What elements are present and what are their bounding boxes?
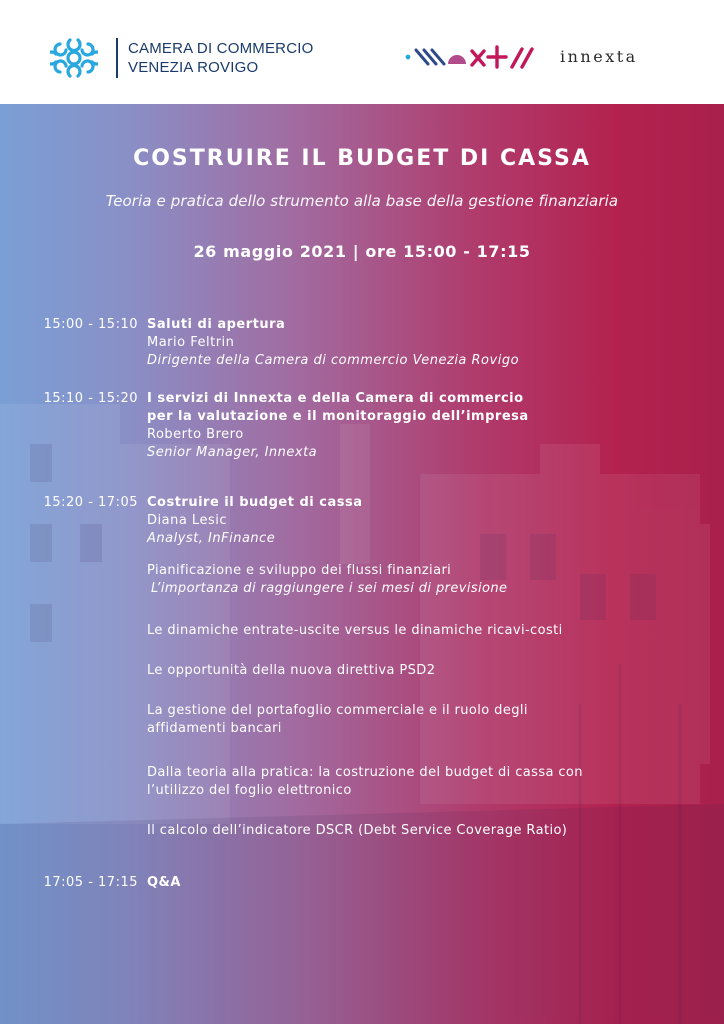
session-title-line1: I servizi di Innexta e della Camera di commercio (147, 391, 524, 406)
event-date: 26 maggio 2021 | ore 15:00 - 17:15 (193, 242, 531, 261)
topic-text-line1: Dalla teoria alla pratica: la costruzione del budget di cassa con (147, 765, 583, 780)
session-time: 17:05 - 17:15 (43, 875, 138, 890)
topic-item (147, 662, 707, 680)
session-body (147, 390, 707, 462)
session-body (147, 874, 707, 892)
topic-item (147, 622, 707, 640)
topic-text-line2: l’utilizzo del foglio elettronico (147, 783, 352, 798)
session-body (147, 316, 707, 370)
session-body (147, 494, 707, 548)
innexta-logo-mark-icon (404, 40, 554, 74)
header (0, 0, 724, 104)
session-title: Costruire il budget di cassa (147, 495, 363, 510)
session-time: 15:00 - 15:10 (43, 317, 138, 332)
topic-text-line2: affidamenti bancari (147, 721, 282, 736)
session-time: 15:10 - 15:20 (43, 391, 138, 406)
session-speaker-role: Dirigente della Camera di commercio Venezia Rovigo (147, 353, 520, 368)
topic-text: Il calcolo dell’indicatore DSCR (Debt Service Coverage Ratio) (147, 823, 568, 838)
session-time: 15:20 - 17:05 (43, 495, 138, 510)
session-speaker-role: Analyst, InFinance (147, 531, 276, 546)
innexta-wordmark: innexta (560, 47, 638, 66)
topic-item (147, 562, 707, 598)
topic-item (147, 702, 707, 738)
event-subtitle: Teoria e pratica dello strumento alla base della gestione finanziaria (105, 192, 619, 210)
topic-subtext: L’importanza di raggiungere i sei mesi di previsione (151, 581, 508, 596)
session-speaker: Diana Lesic (147, 513, 227, 528)
camera-di-commercio-logo-icon (50, 34, 98, 82)
ccvr-name-line2: VENEZIA ROVIGO (128, 59, 259, 76)
topic-text: Le dinamiche entrate-uscite versus le dinamiche ricavi-costi (147, 623, 563, 638)
topic-item (147, 822, 707, 840)
topic-text-line1: La gestione del portafoglio commerciale e il ruolo degli (147, 703, 528, 718)
ccvr-name-line1: CAMERA DI COMMERCIO (128, 40, 314, 57)
event-title: COSTRUIRE IL BUDGET DI CASSA (133, 146, 591, 171)
camera-di-commercio-name (128, 39, 313, 77)
session-speaker-role: Senior Manager, Innexta (147, 445, 318, 460)
session-title-line2: per la valutazione e il monitoraggio dell’impresa (147, 409, 529, 424)
topic-text: Le opportunità della nuova direttiva PSD2 (147, 663, 436, 678)
topic-text: Pianificazione e sviluppo dei flussi finanziari (147, 563, 452, 578)
logo-divider (116, 38, 118, 78)
topic-item (147, 764, 707, 800)
session-speaker: Roberto Brero (147, 427, 244, 442)
session-title: Q&A (147, 875, 181, 890)
session-speaker: Mario Feltrin (147, 335, 235, 350)
session-title: Saluti di apertura (147, 317, 286, 332)
